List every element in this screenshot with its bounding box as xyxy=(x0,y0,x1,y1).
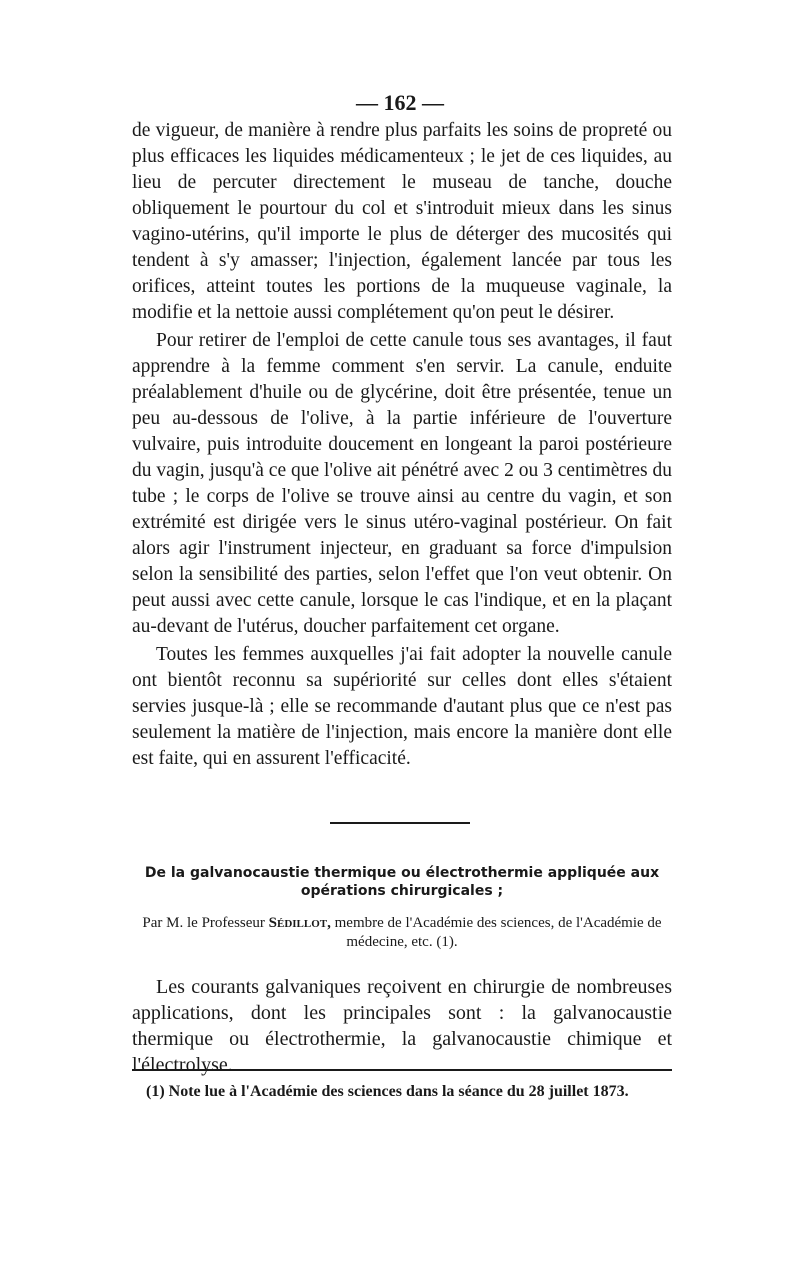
section-title: De la galvanocaustie thermique ou électrothermie appliquée aux opérations chirurgicales ; xyxy=(144,865,660,899)
footnote: (1) Note lue à l'Académie des sciences dans la séance du 28 juillet 1873. xyxy=(146,1083,629,1100)
author-name: Sédillot, xyxy=(268,915,331,931)
section-divider xyxy=(330,822,470,824)
section-intro xyxy=(132,972,672,1078)
paragraph-usage: Pour retirer de l'emploi de cette canule tous ses avantages, il faut apprendre à la femme comment s'en servir. La canule, enduite préalablement d'huile ou de glycérine, doit être présentée, tenue un peu au-dessous de l'olive, à la partie inférieure de l'ouverture vulvaire, puis introduite doucement en longeant la paroi postérieure du vagin, jusqu'à ce que l'olive ait pénétré avec 2 ou 3 centimètres du tube ; le corps de l'olive se trouve ainsi au centre du vagin, et son extrémité est dirigée vers le sinus utéro-vaginal postérieur. On fait alors agir l'instrument injecteur, en graduant sa force d'impulsion selon la sensibilité des parties, selon l'effet que l'on veut obtenir. On peut aussi avec cette canule, lorsque le cas l'indique, et en la plaçant au-devant de l'utérus, doucher parfaitement cet organe. xyxy=(132,330,672,637)
author-prefix: Par M. le Professeur xyxy=(142,915,265,931)
author-line xyxy=(132,914,672,952)
paragraph-continuation: de vigueur, de manière à rendre plus parfaits les soins de propreté ou plus efficaces les liquides médicamenteux ; le jet de ces liquides, au lieu de percuter directement le museau de tanche, douche obliquement le pourtour du col et s'introduit mieux dans les sinus vagino-utérins, qu'il importe le plus de déterger des mucosités qui tendent à s'y amasser; l'injection, également lancée par tous les orifices, atteint toutes les portions de la muqueuse vaginale, la modifie et la nettoie aussi complétement qu'on peut le désirer. xyxy=(132,120,672,323)
body-text xyxy=(132,118,672,772)
page-number: — 162 — xyxy=(356,90,444,115)
paragraph-intro: Les courants galvaniques reçoivent en chirurgie de nombreuses applications, dont les principales sont : la galvanocaustie thermique ou électrothermie, la galvanocaustie chimique et l'électrolyse. xyxy=(132,976,672,1076)
paragraph-conclusion: Toutes les femmes auxquelles j'ai fait adopter la nouvelle canule ont bientôt reconnu sa supériorité sur celles dont elles s'étaient servies jusque-là ; elle se recommande d'autant plus que ce n'est pas seulement la matière de l'injection, mais encore la manière dont elle est faite, qui en assurent l'efficacité. xyxy=(132,644,672,769)
footnote-divider xyxy=(132,1069,672,1071)
author-suffix: membre de l'Académie des sciences, de l'Académie de médecine, etc. (1). xyxy=(334,915,662,950)
